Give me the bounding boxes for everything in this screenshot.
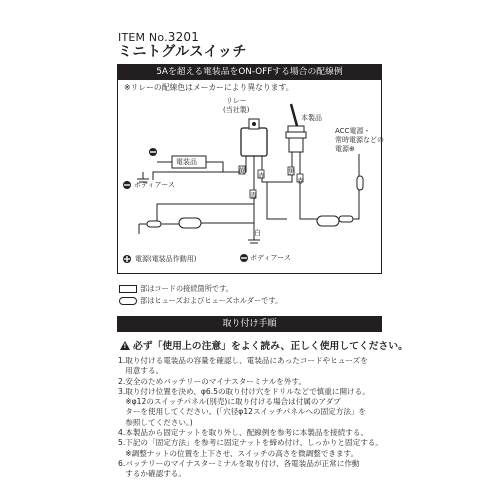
wire-color-red-2: 赤 xyxy=(297,177,304,185)
step-line: 用意する。 xyxy=(118,366,164,376)
equipment-label: 電装品 xyxy=(176,158,197,166)
fuse-holder xyxy=(147,221,161,227)
step-line: 1.取り付ける電装品の容量を確認し、電装品にあったコードやヒューズを xyxy=(118,356,368,365)
fuse-holder xyxy=(339,216,353,222)
step-line: 2.安全のためバッテリーのマイナスターミナルを外す。 xyxy=(118,376,307,386)
power-equipment-label: 電源(電装品作動用) xyxy=(135,255,197,263)
wire-color-red: 赤 xyxy=(258,172,265,180)
toggle-switch-icon xyxy=(286,104,306,160)
step-line: ※φ12のスイッチパネル(別売)に取り付ける場合は付属のアダプ xyxy=(118,397,341,407)
wire-color-black: 黒 xyxy=(288,168,295,176)
step-line: 4.本製品から固定ナットを取り外し、配線例を参考に本製品を接続する。 xyxy=(118,428,369,438)
warning-notice: !必ず「使用上の注意」をよく読み、正しく使用してください。 xyxy=(120,338,408,352)
product-title: ミニトグルスイッチ xyxy=(118,44,247,60)
step-line: 3.取り付け位置を決め、φ6.5の取り付け穴をドリルなどで慎重に開ける。 xyxy=(118,386,370,396)
connection-legend-symbol xyxy=(119,285,137,293)
install-steps xyxy=(118,356,388,480)
switch-label: 本製品 xyxy=(301,114,322,122)
install-procedure-header: 取り付け手順 xyxy=(117,316,382,332)
body-earth-left-label: ボディアース xyxy=(134,181,175,189)
relay-color-note: ※リレーの配線色はメーカーにより異なります。 xyxy=(124,83,294,92)
item-number: ITEM No.3201 xyxy=(118,30,200,44)
acc-power-label: ACC電源・ 常時電源などの 電源⊕ xyxy=(335,127,384,153)
connection-legend-text: 部はコードの接続箇所です。 xyxy=(140,284,233,293)
fuse-legend-text: 部はヒューズおよびヒューズホルダーです。 xyxy=(140,296,283,305)
wire-color-yellow: 黄 xyxy=(238,167,245,175)
body-earth-bottom-label: ボディアース xyxy=(250,254,291,262)
warning-icon xyxy=(120,341,130,350)
wiring-diagram-header: 5Aを超える電装品をON-OFFする場合の配線例 xyxy=(117,64,382,80)
step-line: 参照してください。) xyxy=(118,417,193,427)
step-line: ※調整ナットの位置を上下させ、スイッチの高さを微調整できます。 xyxy=(118,448,359,458)
wire-color-white: 白 xyxy=(254,229,261,237)
step-line: するか確認する。 xyxy=(118,469,186,479)
fuse-legend-symbol xyxy=(119,297,137,305)
fuse-holder xyxy=(357,176,363,190)
step-line: 5.下記の「固定方法」を参考に固定ナットを締め付け、しっかりと固定する。 xyxy=(118,438,383,448)
fuse-holder xyxy=(317,216,339,226)
relay-label: リレー (当社製) xyxy=(223,97,250,114)
wire-color-blue: 青 xyxy=(250,192,257,200)
fuse-holder xyxy=(179,218,201,228)
wiring-diagram xyxy=(117,64,382,274)
relay-icon xyxy=(241,128,267,156)
step-line: 6.バッテリーのマイナスターミナルを取り付け、各電装品が正常に作動 xyxy=(118,458,360,468)
step-line: ターを使用してください。(「穴径φ12スイッチパネルへの固定方法」を xyxy=(118,407,367,417)
